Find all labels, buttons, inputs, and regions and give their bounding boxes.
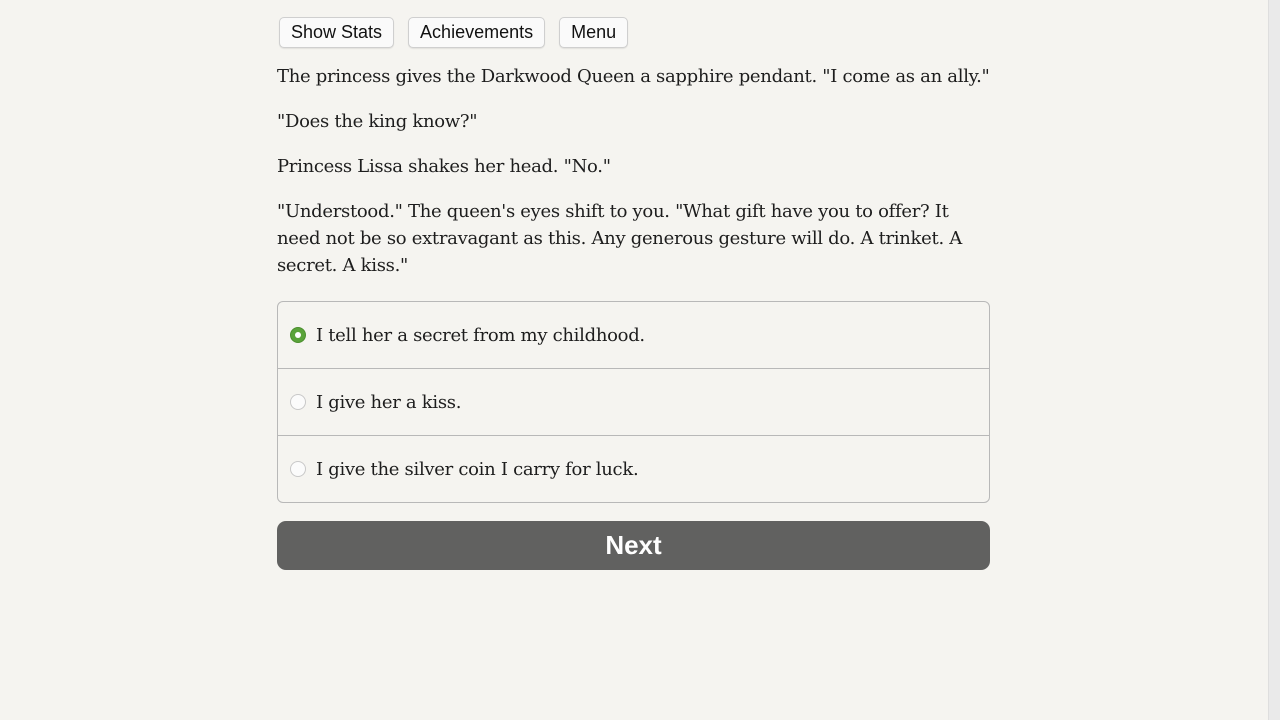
show-stats-button[interactable]: Show Stats: [279, 17, 394, 48]
achievements-button[interactable]: Achievements: [408, 17, 545, 48]
choice-option[interactable]: [278, 435, 989, 502]
radio-button-icon[interactable]: [290, 394, 306, 410]
radio-button-icon[interactable]: [290, 461, 306, 477]
story-paragraph: The princess gives the Darkwood Queen a sapphire pendant. "I come as an ally.": [277, 66, 990, 87]
radio-button-icon[interactable]: [290, 327, 306, 343]
story-paragraph: "Does the king know?": [277, 111, 478, 132]
game-content: [277, 17, 990, 570]
story-paragraph: "Understood." The queen's eyes shift to you. "What gift have you to offer? It need not be so extravagant as this. Any generous gesture will do. A trinket. A secret. A kiss.": [277, 201, 962, 276]
choice-option[interactable]: [278, 302, 989, 368]
choice-label: I give her a kiss.: [316, 391, 462, 413]
choice-list: [277, 301, 990, 503]
page-scrollbar[interactable]: [1268, 0, 1280, 720]
story-text: [277, 63, 990, 279]
menu-button[interactable]: Menu: [559, 17, 628, 48]
choice-option[interactable]: [278, 368, 989, 435]
choice-label: I tell her a secret from my childhood.: [316, 324, 645, 346]
top-toolbar: [277, 17, 990, 46]
choice-label: I give the silver coin I carry for luck.: [316, 458, 639, 480]
next-button[interactable]: Next: [277, 521, 990, 570]
story-paragraph: Princess Lissa shakes her head. "No.": [277, 156, 611, 177]
